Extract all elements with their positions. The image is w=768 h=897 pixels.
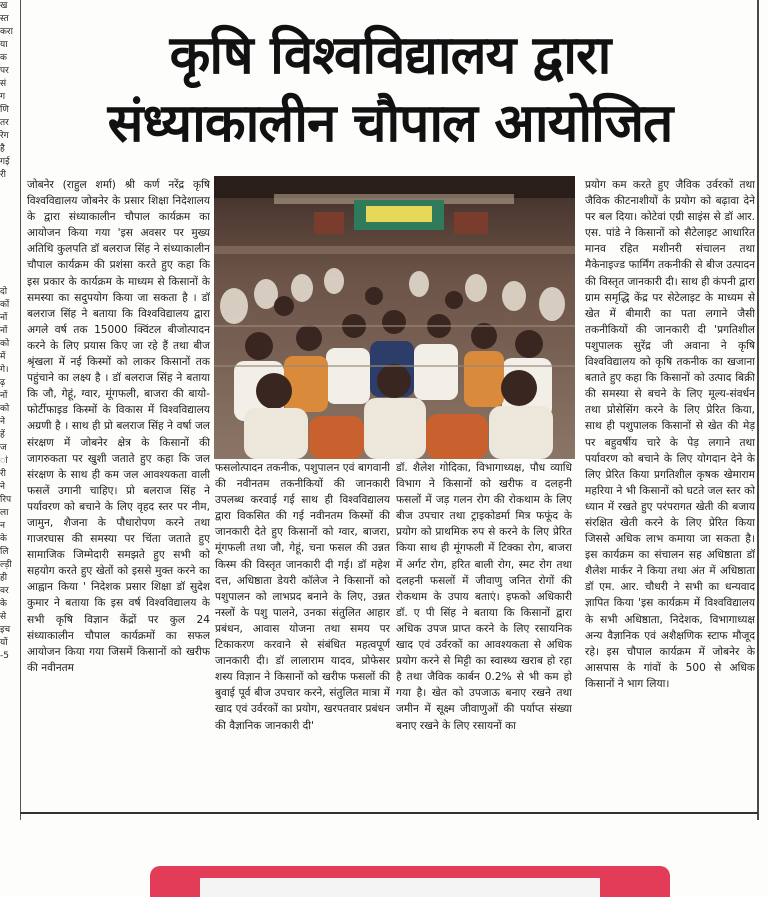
article-text-col3: डॉ. शैलेश गोदिका, विभागाध्यक्ष, पौध व्याधि विभाग ने किसानों को खरीफ व दलहनी फसलों में जड़ गलन रोग की रोकथाम के लिए बीज उपचार तथा ट्राइकोडर्मा मित्र फफूंद के प्रयोग को प्राथमिक रुप से करने के लिए प्रेरित किया साथ ही मूंगफली में टिक्का रोग, बाजरा में अर्गट रोग, हरित बाली रोग, स्मट रोग तथा दलहनी फसलों में जीवाणु जनित रोगों की रोकथाम के उपाय बताएं। इफको अधिकारी डॉ. ए पी सिंह ने बताया कि किसानों द्वारा अधिक उपज प्राप्त करने के लिए रसायनिक खाद एवं उर्वरकों का आवश्यकता से अधिक प्रयोग करने से मिट्टी का स्वास्थ्य खराब हो रहा है तथा जैविक कार्बन 0.2% से भी कम हो गया है। खेत को उपजाऊ बनाए रखने तथा जमीन में सूक्ष्म जीवाणुओं की पर्याप्त संख्या बनाए रखने के लिए रसायनों का [396,462,572,732]
fragment-line [0,234,18,247]
fragment-line: नों [0,313,8,323]
column-divider-right [757,0,759,820]
article-column-2 [215,460,390,805]
article-text-col2: फसलोत्पादन तकनीक, पशुपालन एवं बागवानी की नवीनतम तकनीकियों की जानकारी उपलब्ध करवाई गई साथ ही विश्वविद्यालय द्वारा विकसित की गई नवीनतम किस्मों की जानकारी देते हुए किसानों को ग्वार, बाजरा, मूंगफली तथा जौ, गेहूं, चना फसल की उन्नत किस्म की विस्तृत जानकारी दी गई। डॉ महेश दत्त, अधिष्ठाता डेयरी कॉलेज ने किसानों को पशुपालन को लाभप्रद बनाने के लिए, उन्नत नस्लों के पशु पालने, उनका संतुलित आहार प्रबंधन, आवास योजना तथा समय पर टिकाकरण करवाने से संबंधित महत्वपूर्ण जानकारी दी। डॉ लालाराम यादव, प्रोफेसर शस्य विज्ञान ने किसानों को खरीफ फसलों की बुवाई पूर्व बीज उपचार करने, संतुलित मात्रा में खाद एवं उर्वरकों का प्रयोग, खरपतवार प्रबंधन की वैज्ञानिक जानकारी दी' [215,462,390,732]
fragment-line: को [0,339,10,349]
fragment-line: क [0,53,7,63]
article-column-3 [396,460,572,805]
fragment-line [0,182,18,195]
fragment-line [0,221,18,234]
fragment-line: णि [0,105,9,115]
headline-line-1: कृषि विश्वविद्यालय द्वारा [169,25,611,86]
fragment-line: से [0,612,7,622]
fragment-line [0,273,18,286]
fragment-line: कों [0,300,10,310]
article-bottom-border [20,812,758,814]
fragment-line: -5 [0,651,9,661]
fragment-line: स्त [0,14,9,24]
headline-line-2: संध्याकालीन चौपाल आयोजित [107,93,673,154]
fragment-line: इच [0,625,11,635]
fragment-line: ही [0,573,8,583]
fragment-line: ां [0,456,8,466]
fragment-line: ने [0,482,5,492]
fragment-line: तर [0,118,9,128]
fragment-line: री [0,170,7,180]
fragment-line: के [0,599,7,609]
fragment-line: पर [0,66,9,76]
article-headline [30,22,750,158]
fragment-line: सं [0,79,7,89]
fragment-line [0,247,18,260]
fragment-line: ज [0,443,7,453]
fragment-line: री [0,469,7,479]
article-text-col1: जोबनेर (राहुल शर्मा) श्री कर्ण नरेंद्र कृषि विश्वविद्यालय जोबनेर के प्रसार शिक्षा निदेशालय के द्वारा संध्याकालीन चौपाल कार्यक्रम का आयोजन किया गया 'इस अवसर पर मुख्य अतिथि कुलपति डॉ बलराज सिंह ने संध्याकालीन चौपाल कार्यक्रम की प्रशंसा करते हुए कहा कि इस प्रकार के कार्यक्रम के माध्यम से किसानों के समस्या का सदुपयोग किया जा सकता है । डॉ बलराज सिंह ने बताया कि विश्वविद्यालय द्वारा अगले वर्ष तक 15000 क्विंटल बीजोत्पादन करने के लिए प्रयास किए जा रहे हैं तथा बीज श्रृंखला में नई किस्मों को लाकर किसानों तक पहुंचाने का लक्ष्य है । डॉ बलराज सिंह ने बताया कि जौ, गेहूं, ग्वार, मूंगफली, बाजरा की बायो-फोर्टीफाइड किस्मों के विकास में विश्वविद्यालय अग्रणी है । साथ ही प्रो बलराज सिंह ने वर्षा जल संरक्षण में जोबनेर क्षेत्र के किसानों की जागरुकता पर खुशी जताते हुए कहा कि जल संरक्षण के साथ ही कम जल आवश्यकता वाली फसलें उगानी चाहिए। प्रो बलराज सिंह ने पर्यावरण को बचाने के लिए वृहद स्तर पर नीम, जामुन, शैजना के पौधारोपण करने तथा गाजरघास की समस्या पर चिंता जताते हुए सामाजिक जिम्मेदारी समझते हुए सभी को सहयोग करते हुए खेतों को इससे मुक्त करने का आह्वान किया ' निदेशक प्रसार शिक्षा डॉ सुदेश कुमार ने बताया कि इस वर्ष विश्वविद्यालय के सभी कृषि विज्ञान केंद्रों पर कुल 24 संध्याकालीन चौपाल कार्यक्रमों का सफल आयोजन किया गया जिसमें किसानों को खरीफ की नवीनतम [27,179,210,674]
fragment-line: ख [0,1,8,11]
fragment-line: नों [0,326,8,336]
fragment-line: ल्ड़ी [0,560,12,570]
article-column-1 [27,177,210,810]
fragment-line: लि [0,547,9,557]
fragment-line: ढ़ [0,378,6,388]
fragment-line: या [0,40,8,50]
column-divider-left [20,0,21,820]
fragment-line: को [0,404,10,414]
fragment-line: दो [0,287,8,297]
fragment-line: गई [0,157,10,167]
article-column-4 [585,177,755,810]
audience-photo-illustration [214,176,575,459]
fragment-line: नों [0,391,8,401]
fragment-line: में [0,352,6,362]
fragment-line: है [0,144,5,154]
fragment-line: करा [0,27,13,37]
fragment-line: न [0,521,5,531]
fragment-line: हें [0,430,5,440]
fragment-line: यों [0,638,8,648]
fragment-line: ने [0,417,5,427]
fragment-line: ला [0,508,9,518]
footer-banner-inner [200,878,600,897]
fragment-line [0,208,18,221]
fragment-line: रेग [0,131,9,141]
adjacent-column-fragment [0,0,18,820]
fragment-line: वर [0,586,9,596]
fragment-line: गे। [0,365,9,375]
fragment-line: के [0,534,7,544]
fragment-line: ग [0,92,6,102]
fragment-line [0,260,18,273]
event-photo [214,176,575,459]
article-text-col4: प्रयोग कम करते हुए जैविक उर्वरकों तथा जैविक कीटनाशीयों के प्रयोग को बढ़ावा देने पर बल दिया। कोटेवां एग्री साइंस से डॉ आर. एस. पांडे ने किसानों को सैटेलाइट आधारित मानव रहित मशीनरी संचालन तथा मैकेनाइज्ड फार्मिंग तकनीकी से बीज उत्पादन की विस्तृत जानकारी दी। साथ ही कंपनी द्वारा ग्राम समृद्धि केंद्र पर सेटेलाइट के माध्यम से खेत में बीमारी का पता लगाने जैसी तकनीकियों की जानकारी दी 'प्रगतिशील पशुपालक सुरेंद्र जी अवाना ने कृषि विश्वविद्यालय को कृषि तकनीक का खजाना बताते हुए कहा कि किसानों को उत्पाद बिक्री की समस्या से बचने के लिए मूल्य-संवर्धन तथा प्रोसेसिंग करने के लिए प्रेरित किया, साथ ही पशुपालक किसानों से खेत की मेड़ पर बहुवर्षीय चारे के पेड़ लगाने तथा पर्यावरण को बचाने के लिए योगदान देने के लिए प्रेरित किया प्रगतिशील कृषक खेमाराम महरिया ने भी किसानों को घटते जल स्तर को ध्यान में रखते हुए परंपरागत खेती की बजाय संरक्षित खेती करने के लिए प्रेरित किया जिससे अधिक लाभ कमाया जा सकता है। इस कार्यक्रम का संचालन सह अधिष्ठाता डॉ शैलेश मार्कर ने किया तथा अंत में अधिष्ठाता डॉ एम. आर. चौधरी ने सभी का धन्यवाद ज्ञापित किया 'इस कार्यक्रम में विश्वविद्यालय के सभी अधिष्ठाता, निदेशक, विभागाध्यक्ष अन्य वैज्ञानिक एवं अशैक्षणिक स्टाफ मौजूद रहे। इस चौपाल कार्यक्रम में जोबनेर के आसपास के गांवों के 500 से अधिक किसानों ने भाग लिया। [585,179,755,690]
fragment-line [0,195,18,208]
fragment-line: रिप [0,495,12,505]
